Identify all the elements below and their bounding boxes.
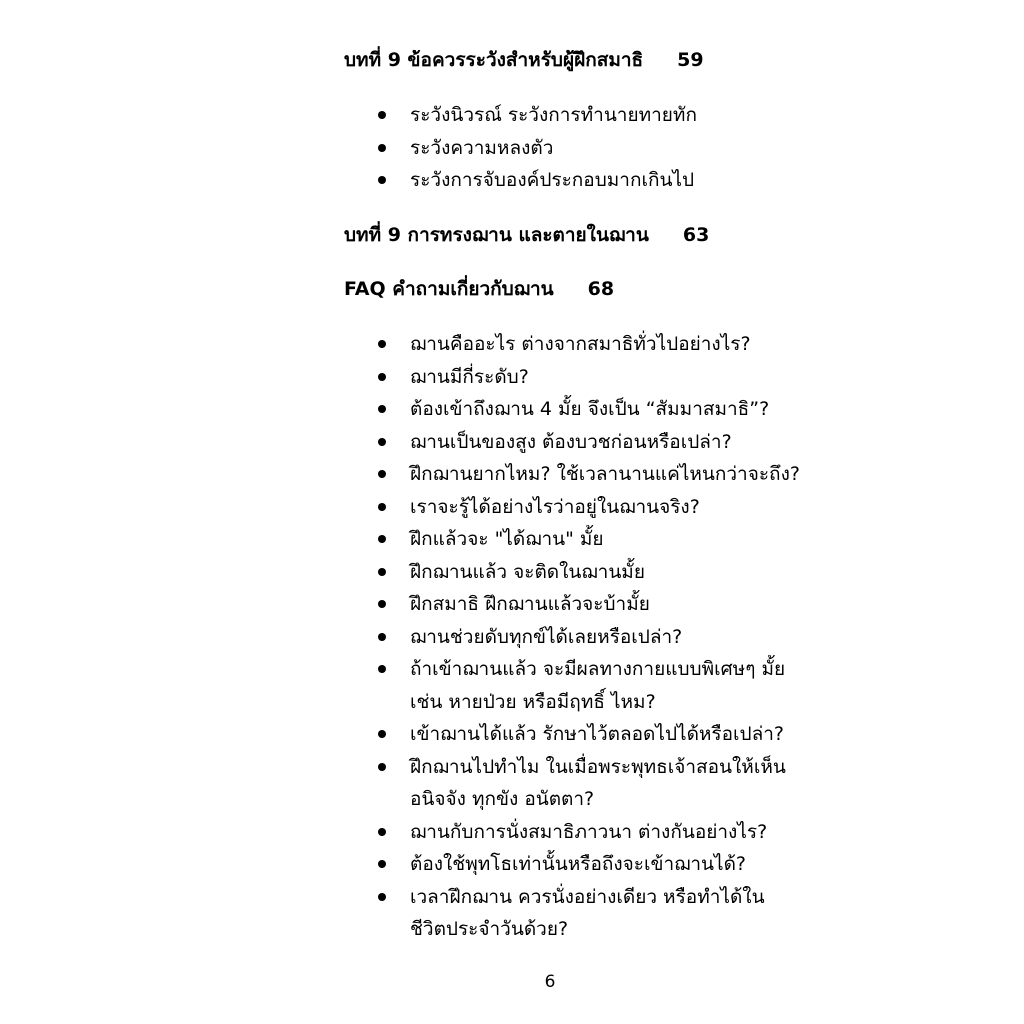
list-item-text: ระวังนิวรณ์ ระวังการทำนายทายทัก: [410, 104, 697, 126]
list-item-text: ถ้าเข้าฌานแล้ว จะมีผลทางกายแบบพิเศษๆ มั้ย: [410, 658, 786, 680]
list-item-text: ฌานเป็นของสูง ต้องบวชก่อนหรือเปล่า?: [410, 430, 732, 453]
bullet-icon: [378, 828, 386, 836]
list-item: [0, 816, 830, 849]
list-item: [0, 751, 830, 816]
page-number: 6: [544, 972, 556, 992]
list-item: [0, 393, 830, 426]
chapter-title: บทที่ 9 การทรงฌาน และตายในฌาน: [344, 224, 649, 246]
list-item: [0, 653, 830, 718]
list-item: [0, 99, 830, 132]
bullet-icon: [378, 373, 386, 381]
list-item: [0, 621, 830, 654]
list-item-text: ฌานคืออะไร ต่างจากสมาธิทั่วไปอย่างไร?: [410, 333, 751, 355]
list-item: [0, 491, 830, 524]
bullet-icon: [378, 600, 386, 608]
list-item-text: ฌานช่วยดับทุกข์ได้เลยหรือเปล่า?: [410, 625, 683, 648]
list-item-text: เวลาฝึกฌาน ควรนั่งอย่างเดียว หรือทำได้ใน: [410, 885, 765, 908]
list-item-text: ฝึกแล้วจะ "ได้ฌาน" มั้ย: [410, 528, 604, 550]
faq-heading: [344, 274, 614, 304]
chapter-title: FAQ คำถามเกี่ยวกับฌาน: [344, 278, 554, 300]
bullet-icon: [378, 405, 386, 413]
list-item: [0, 361, 830, 394]
precautions-list: [0, 99, 830, 197]
bullet-icon: [378, 633, 386, 641]
list-item: [0, 523, 830, 556]
list-item-text: ระวังการจับองค์ประกอบมากเกินไป: [410, 169, 695, 191]
list-item-text: ฝึกฌานแล้ว จะติดในฌานมั้ย: [410, 560, 645, 583]
chapter-title: บทที่ 9 ข้อควรระวังสำหรับผู้ฝึกสมาธิ: [344, 49, 644, 71]
list-item: [0, 164, 830, 197]
list-item-text: ระวังความหลงตัว: [410, 136, 554, 159]
chapter-heading-trance: [344, 220, 709, 250]
chapter-page-number: 68: [587, 278, 615, 300]
list-item-text: ฌานกับการนั่งสมาธิภาวนา ต่างกันอย่างไร?: [410, 820, 768, 843]
list-item-text: ฝึกฌานไปทำไม ในเมื่อพระพุทธเจ้าสอนให้เห็น: [410, 755, 786, 778]
bullet-icon: [378, 438, 386, 446]
chapter-page-number: 63: [682, 224, 710, 246]
bullet-icon: [378, 568, 386, 576]
list-item-text: ต้องใช้พุทโธเท่านั้นหรือถึงจะเข้าฌานได้?: [410, 853, 746, 875]
bullet-icon: [378, 893, 386, 901]
list-item: [0, 848, 830, 881]
list-item-text: ฝึกฌานยากไหม? ใช้เวลานานแค่ไหนกว่าจะถึง?: [410, 463, 800, 485]
list-item: [0, 718, 830, 751]
list-item-text-continued: ชีวิตประจำวันด้วย?: [410, 918, 569, 940]
list-item-text: เราจะรู้ได้อย่างไรว่าอยู่ในฌานจริง?: [410, 495, 700, 518]
list-item: [0, 556, 830, 589]
bullet-icon: [378, 665, 386, 673]
bullet-icon: [378, 503, 386, 511]
list-item-text: ฌานมีกี่ระดับ?: [410, 365, 529, 388]
bullet-icon: [378, 860, 386, 868]
bullet-icon: [378, 111, 386, 119]
bullet-icon: [378, 176, 386, 184]
list-item-text-continued: เช่น หายป่วย หรือมีฤทธิ์ ไหม?: [410, 690, 656, 713]
bullet-icon: [378, 763, 386, 771]
list-item-text: เข้าฌานได้แล้ว รักษาไว้ตลอดไปได้หรือเปล่า?: [410, 723, 784, 745]
list-item: [0, 881, 830, 946]
bullet-icon: [378, 470, 386, 478]
bullet-icon: [378, 144, 386, 152]
bullet-icon: [378, 535, 386, 543]
bullet-icon: [378, 730, 386, 738]
list-item: [0, 458, 830, 491]
list-item: [0, 328, 830, 361]
chapter-heading-precautions: [344, 45, 704, 75]
bullet-icon: [378, 340, 386, 348]
list-item: [0, 588, 830, 621]
chapter-page-number: 59: [677, 49, 704, 71]
list-item-text: ฝึกสมาธิ ฝึกฌานแล้วจะบ้ามั้ย: [410, 593, 650, 615]
list-item-text-continued: อนิจจัง ทุกขัง อนัตตา?: [410, 788, 595, 810]
list-item: [0, 426, 830, 459]
faq-list: [0, 328, 830, 946]
list-item: [0, 132, 830, 165]
list-item-text: ต้องเข้าถึงฌาน 4 มั้ย จึงเป็น “สัมมาสมาธิ”?: [410, 398, 770, 420]
